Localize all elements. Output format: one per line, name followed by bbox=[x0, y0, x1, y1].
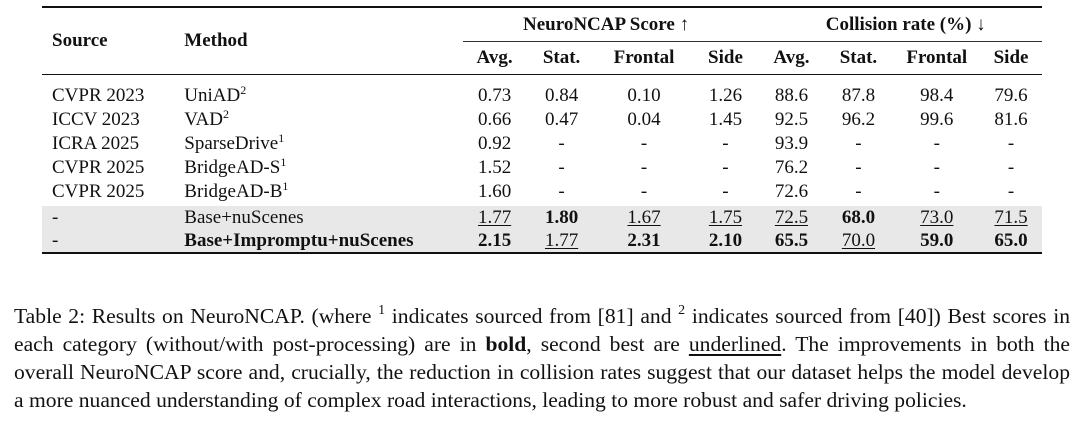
row-method: UniAD$^2$ bbox=[184, 83, 247, 106]
cell-value-second-best: 72.5 bbox=[759, 206, 823, 229]
cell-value: 96.2 bbox=[841, 109, 876, 130]
row-method: VAD$^2$ bbox=[184, 107, 229, 130]
cell-value: 98.4 bbox=[920, 85, 954, 106]
cell-value: 87.8 bbox=[841, 85, 876, 106]
table-row bbox=[42, 108, 1042, 132]
cell-value: - bbox=[722, 157, 729, 178]
cell-value: 76.2 bbox=[774, 157, 809, 178]
row-source: CVPR 2023 bbox=[52, 85, 145, 106]
cell-value: 1.60 bbox=[477, 181, 512, 202]
cell-value: - bbox=[855, 181, 862, 202]
row-method: SparseDrive$^1$ bbox=[184, 131, 285, 154]
cell-value-best: 2.10 bbox=[691, 229, 759, 253]
row-method: Base+Impromptu+nuScenes bbox=[184, 229, 462, 253]
cell-value: 99.6 bbox=[920, 109, 954, 130]
cell-value: 93.9 bbox=[774, 133, 809, 154]
cell-value: - bbox=[933, 181, 940, 202]
row-source: - bbox=[42, 229, 184, 253]
cell-value-second-best: 70.0 bbox=[823, 229, 893, 253]
cell-value-second-best: 71.5 bbox=[980, 206, 1042, 229]
row-method: BridgeAD-$S^1$ bbox=[184, 155, 287, 178]
table-caption: Table 2: Results on NeuroNCAP. (where $^1$ indicates sourced from [81] and $^2$ indicates sourced from [40]) Best scores in each category (without/with post-processing) are in bold, second best are underlined. The improvements in both the overall NeuroNCAP score and, crucially, the reduction in collision rates suggest that our dataset helps the model develop a more nuanced understanding of complex road interactions, leading to more robust and safer driving policies. bbox=[14, 302, 1071, 412]
cell-value-second-best: 1.77 bbox=[527, 229, 597, 253]
footnote-marker: 2 bbox=[240, 83, 247, 97]
cell-value: 1.45 bbox=[708, 109, 743, 130]
cell-value: 92.5 bbox=[774, 109, 809, 130]
cell-value: 72.6 bbox=[774, 181, 809, 202]
cell-value: 0.04 bbox=[627, 109, 661, 130]
header-score-side: Side bbox=[708, 47, 743, 68]
cell-value-best: 59.0 bbox=[893, 229, 980, 253]
cell-value: 1.52 bbox=[477, 157, 512, 178]
cell-value: 79.6 bbox=[994, 85, 1028, 106]
row-source: ICCV 2023 bbox=[52, 109, 140, 130]
row-source: ICRA 2025 bbox=[52, 133, 140, 154]
cell-value: - bbox=[933, 157, 940, 178]
caption-footnote-1: 1 bbox=[378, 302, 386, 318]
cell-value: - bbox=[855, 157, 862, 178]
table-row bbox=[42, 132, 1042, 156]
caption-footnote-2: 2 bbox=[678, 302, 686, 318]
header-collision-side: Side bbox=[993, 47, 1029, 68]
cell-value-second-best: 1.75 bbox=[691, 206, 759, 229]
header-collision-frontal: Frontal bbox=[906, 47, 968, 68]
cell-value: 1.26 bbox=[708, 85, 743, 106]
row-method: Base+nuScenes bbox=[184, 206, 462, 229]
caption-bold-word: bold bbox=[485, 331, 527, 356]
cell-value: - bbox=[1007, 181, 1015, 202]
cell-value: 88.6 bbox=[774, 85, 809, 106]
cell-value-best: 65.0 bbox=[980, 229, 1042, 253]
cell-value: 0.10 bbox=[627, 85, 661, 106]
header-source: Source bbox=[52, 30, 108, 51]
cell-value: - bbox=[558, 181, 565, 202]
cell-value-second-best: 1.67 bbox=[597, 206, 692, 229]
cell-value: - bbox=[1007, 133, 1015, 154]
results-table bbox=[42, 6, 1042, 254]
footnote-marker: 1 bbox=[282, 179, 289, 193]
header-score-avg: Avg. bbox=[476, 47, 513, 68]
cell-value: - bbox=[558, 133, 565, 154]
table-row bbox=[42, 75, 1042, 109]
row-method: BridgeAD-$B^1$ bbox=[184, 179, 289, 202]
cell-value: - bbox=[640, 181, 648, 202]
header-collision-stat: Stat. bbox=[839, 47, 878, 68]
cell-value: 0.73 bbox=[477, 85, 512, 106]
row-source: - bbox=[42, 206, 184, 229]
cell-value-best: 2.31 bbox=[597, 229, 692, 253]
cell-value: 0.47 bbox=[544, 109, 579, 130]
cell-value: - bbox=[558, 157, 565, 178]
cell-value: 0.66 bbox=[477, 109, 512, 130]
header-neuroncap-score: NeuroNCAP Score ↑ bbox=[463, 7, 760, 42]
cell-value-best: 2.15 bbox=[463, 229, 527, 253]
cell-value: - bbox=[855, 133, 862, 154]
cell-value: - bbox=[640, 133, 648, 154]
table-row-highlighted bbox=[42, 229, 1042, 253]
table-row-highlighted bbox=[42, 206, 1042, 229]
footnote-marker: 1 bbox=[278, 131, 285, 145]
header-score-stat: Stat. bbox=[542, 47, 581, 68]
header-collision-avg: Avg. bbox=[773, 47, 810, 68]
header-method: Method bbox=[184, 30, 248, 51]
cell-value: - bbox=[722, 133, 729, 154]
caption-underlined-word: underlined bbox=[688, 331, 782, 356]
table-row bbox=[42, 180, 1042, 206]
cell-value: - bbox=[1007, 157, 1015, 178]
footnote-marker: 2 bbox=[222, 107, 229, 121]
cell-value-second-best: 1.77 bbox=[463, 206, 527, 229]
cell-value-second-best: 73.0 bbox=[893, 206, 980, 229]
cell-value: - bbox=[722, 181, 729, 202]
header-row-groups bbox=[42, 7, 1042, 42]
header-score-frontal: Frontal bbox=[613, 47, 675, 68]
cell-value-best: 1.80 bbox=[527, 206, 597, 229]
cell-value-best: 65.5 bbox=[759, 229, 823, 253]
cell-value: 0.84 bbox=[544, 85, 579, 106]
header-collision-rate: Collision rate (%) ↓ bbox=[759, 7, 1042, 42]
cell-value: 0.92 bbox=[477, 133, 512, 154]
footnote-marker: 1 bbox=[280, 155, 287, 169]
row-source: CVPR 2025 bbox=[52, 181, 145, 202]
row-source: CVPR 2025 bbox=[52, 157, 145, 178]
cell-value: - bbox=[640, 157, 648, 178]
cell-value: 81.6 bbox=[994, 109, 1028, 130]
cell-value: - bbox=[933, 133, 940, 154]
cell-value-best: 68.0 bbox=[823, 206, 893, 229]
table-row bbox=[42, 156, 1042, 180]
